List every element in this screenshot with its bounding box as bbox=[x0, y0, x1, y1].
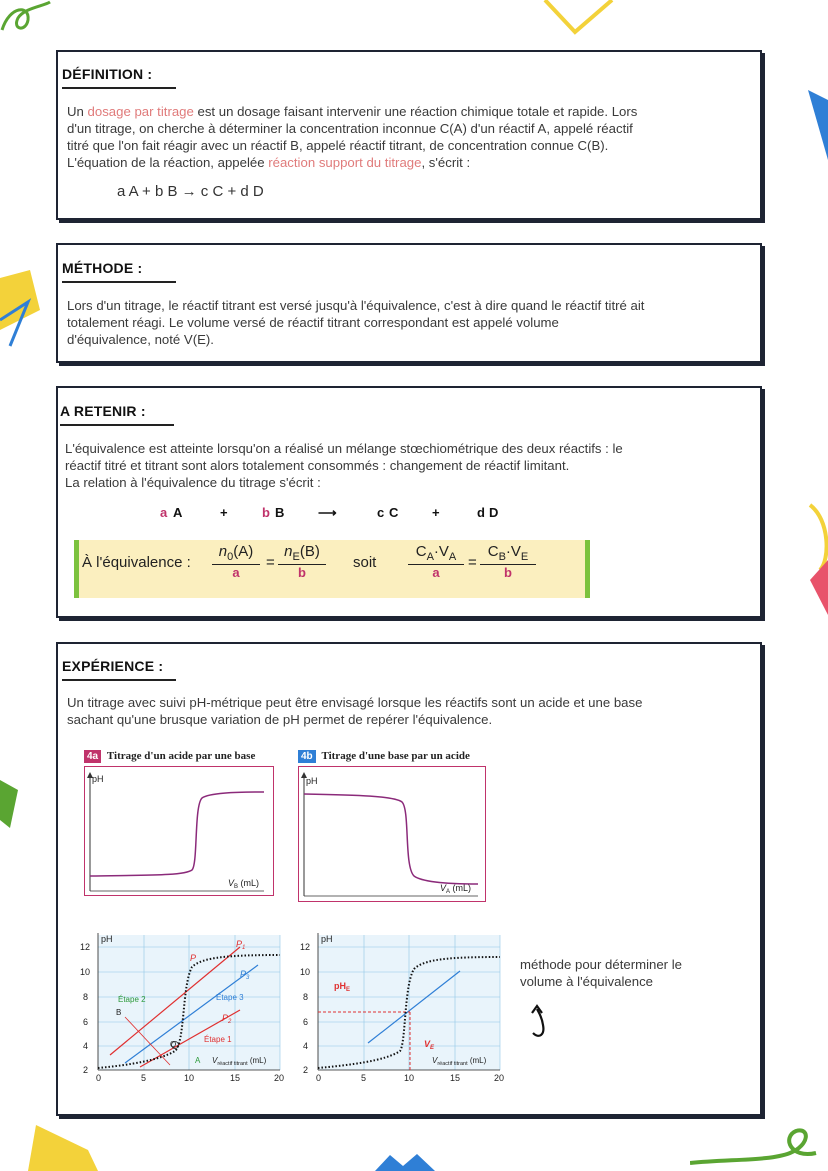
svg-text:A: A bbox=[195, 1056, 201, 1065]
figure-4a-header bbox=[84, 750, 255, 766]
svg-text:Q: Q bbox=[170, 1040, 177, 1049]
retenir-text: L'équivalence est atteinte lorsqu'on a réalisé un mélange stœchiométrique des deux réactifs : le réactif titré et titrant sont alors totalement consommés : changement de réactif limitant. La relation à l'équivalence du titrage s'écrit : bbox=[65, 441, 623, 490]
decor-yellow-shape-left bbox=[0, 270, 44, 350]
decor-blue-shape-bottom bbox=[375, 1150, 435, 1171]
methode-heading: MÉTHODE : bbox=[62, 260, 143, 276]
svg-text:10: 10 bbox=[404, 1073, 415, 1083]
methode-text: Lors d'un titrage, le réactif titrant est versé jusqu'à l'équivalence, c'est à dire quand le réactif titré ait totalement réagi. Le volume versé de réactif titrant correspondant est appelé volume d'équivalence, noté V(E). bbox=[67, 298, 645, 347]
svg-text:8: 8 bbox=[83, 992, 89, 1002]
retenir-underline bbox=[60, 424, 174, 426]
graph-equivalence-point bbox=[300, 925, 515, 1090]
svg-text:P3: $P_3$ bbox=[240, 969, 250, 981]
svg-text:B: B bbox=[116, 1008, 122, 1017]
decor-swirl-top-left bbox=[0, 0, 60, 40]
svg-text:15: 15 bbox=[230, 1073, 241, 1083]
svg-text:pHE: $pH_E$ bbox=[334, 981, 351, 993]
figure-4b-header bbox=[298, 750, 470, 766]
figure-4b-xlabel: $V_A$ (mL) bbox=[440, 883, 472, 895]
figure-4a-title: Titrage d'un acide par une base bbox=[106, 750, 256, 762]
svg-text:20: 20 bbox=[274, 1073, 285, 1083]
highlight-reaction-support: réaction support du titrage bbox=[268, 155, 422, 170]
svg-text:6: 6 bbox=[303, 1017, 309, 1027]
definition-text: Un dosage par titrage est un dosage faisant intervenir une réaction chimique totale et rapide. Lors d'un titrage, on cherche à déterminer la concentration inconnue C(A) d'un réactif A, appelé réactif titré que l'on fait réagir avec un réactif B, appelé réactif titrant, de concentration connue C(B). L'équation de la réaction, appelée réaction support du titrage, s'écrit : bbox=[67, 104, 638, 170]
svg-text:10: 10 bbox=[80, 967, 91, 977]
svg-text:0: 0 bbox=[316, 1073, 322, 1083]
svg-text:8: 8 bbox=[303, 992, 309, 1002]
svg-text:10: 10 bbox=[300, 967, 311, 977]
figure-4a-ylabel: pH bbox=[92, 774, 104, 784]
svg-text:12: 12 bbox=[300, 942, 311, 952]
svg-text:VE: $V_E$ bbox=[424, 1039, 435, 1051]
svg-text:Étape 2: Étape 2 bbox=[118, 995, 146, 1004]
experience-heading: EXPÉRIENCE : bbox=[62, 658, 164, 674]
stoichiometric-equation: a A + b B ⟶ c C + d D bbox=[160, 505, 499, 520]
equivalence-label: À l'équivalence : bbox=[82, 554, 191, 571]
experience-text: Un titrage avec suivi pH-métrique peut être envisagé lorsque les réactifs sont un acide et une base sachant qu'une brusque variation de pH permet de repérer l'équivalence. bbox=[67, 695, 643, 727]
fraction-CB-VE: $C_B\cdot V_E$ b bbox=[480, 543, 536, 580]
methode-underline bbox=[62, 281, 176, 283]
svg-text:P1: $P_1$ bbox=[236, 939, 246, 951]
svg-text:Vréactif titrant (mL): $V_{réactif titrant}$ (mL) bbox=[212, 1056, 267, 1067]
method-note: méthode pour déterminer le volume à l'équivalence bbox=[520, 957, 683, 989]
graph-tangent-method bbox=[80, 925, 295, 1090]
svg-text:12: 12 bbox=[80, 942, 91, 952]
svg-text:2: 2 bbox=[303, 1065, 309, 1075]
highlight-dosage: dosage par titrage bbox=[87, 104, 194, 119]
figure-4a-plot bbox=[84, 766, 274, 896]
svg-text:6: 6 bbox=[83, 1017, 89, 1027]
figure-4a-tag: 4a bbox=[84, 750, 101, 763]
fraction-nE: $n_E(B)$ b bbox=[278, 543, 326, 580]
graph2-ylabel: pH bbox=[321, 934, 333, 944]
decor-yellow-shape-bottom-left bbox=[28, 1120, 98, 1171]
decor-green-swirl-bottom-right bbox=[690, 1115, 828, 1171]
svg-text:15: 15 bbox=[450, 1073, 461, 1083]
experience-underline bbox=[62, 679, 176, 681]
fraction-CA-VA: $C_A\cdot V_A$ a bbox=[408, 543, 464, 580]
svg-text:Étape 1: Étape 1 bbox=[204, 1035, 232, 1044]
curved-arrow-icon bbox=[525, 1003, 553, 1043]
svg-text:4: 4 bbox=[83, 1041, 89, 1051]
figure-4b-title: Titrage d'une base par un acide bbox=[321, 750, 470, 762]
retenir-heading: A RETENIR : bbox=[60, 403, 146, 419]
soit-label: soit bbox=[353, 554, 377, 571]
svg-text:Étape 3: Étape 3 bbox=[216, 993, 244, 1002]
reaction-equation: a A + b B → c C + d D bbox=[117, 183, 264, 200]
svg-text:10: 10 bbox=[184, 1073, 195, 1083]
svg-text:5: 5 bbox=[141, 1073, 147, 1083]
svg-text:20: 20 bbox=[494, 1073, 505, 1083]
figure-4b-ylabel: pH bbox=[306, 776, 318, 786]
figure-4a-xlabel: $V_B$ (mL) bbox=[228, 878, 260, 890]
svg-text:4: 4 bbox=[303, 1041, 309, 1051]
decor-yellow-shape-top bbox=[540, 0, 620, 40]
svg-text:P2: $P_2$ bbox=[222, 1013, 232, 1025]
definition-heading: DÉFINITION : bbox=[62, 66, 153, 82]
svg-text:Vréactif titrant (mL): $V_{réactif titrant}$ (mL) bbox=[432, 1056, 487, 1067]
fraction-n0: $n_0(A)$ a bbox=[212, 543, 260, 580]
figure-4b-tag: 4b bbox=[298, 750, 316, 763]
graph1-ylabel: pH bbox=[101, 934, 113, 944]
equivalence-relation: À l'équivalence : $n_0(A)$ a = $n_E(B)$ b soit $C_A\cdot V_A$ a = $C_B\cdot V_E$ b bbox=[0, 540, 828, 598]
decor-blue-shape-right bbox=[800, 90, 828, 160]
definition-underline bbox=[62, 87, 176, 89]
svg-text:P: P bbox=[190, 953, 197, 963]
svg-text:5: 5 bbox=[361, 1073, 367, 1083]
svg-text:0: 0 bbox=[96, 1073, 102, 1083]
svg-text:2: 2 bbox=[83, 1065, 89, 1075]
figure-4b-plot bbox=[298, 766, 486, 902]
decor-green-shape-left bbox=[0, 780, 20, 830]
